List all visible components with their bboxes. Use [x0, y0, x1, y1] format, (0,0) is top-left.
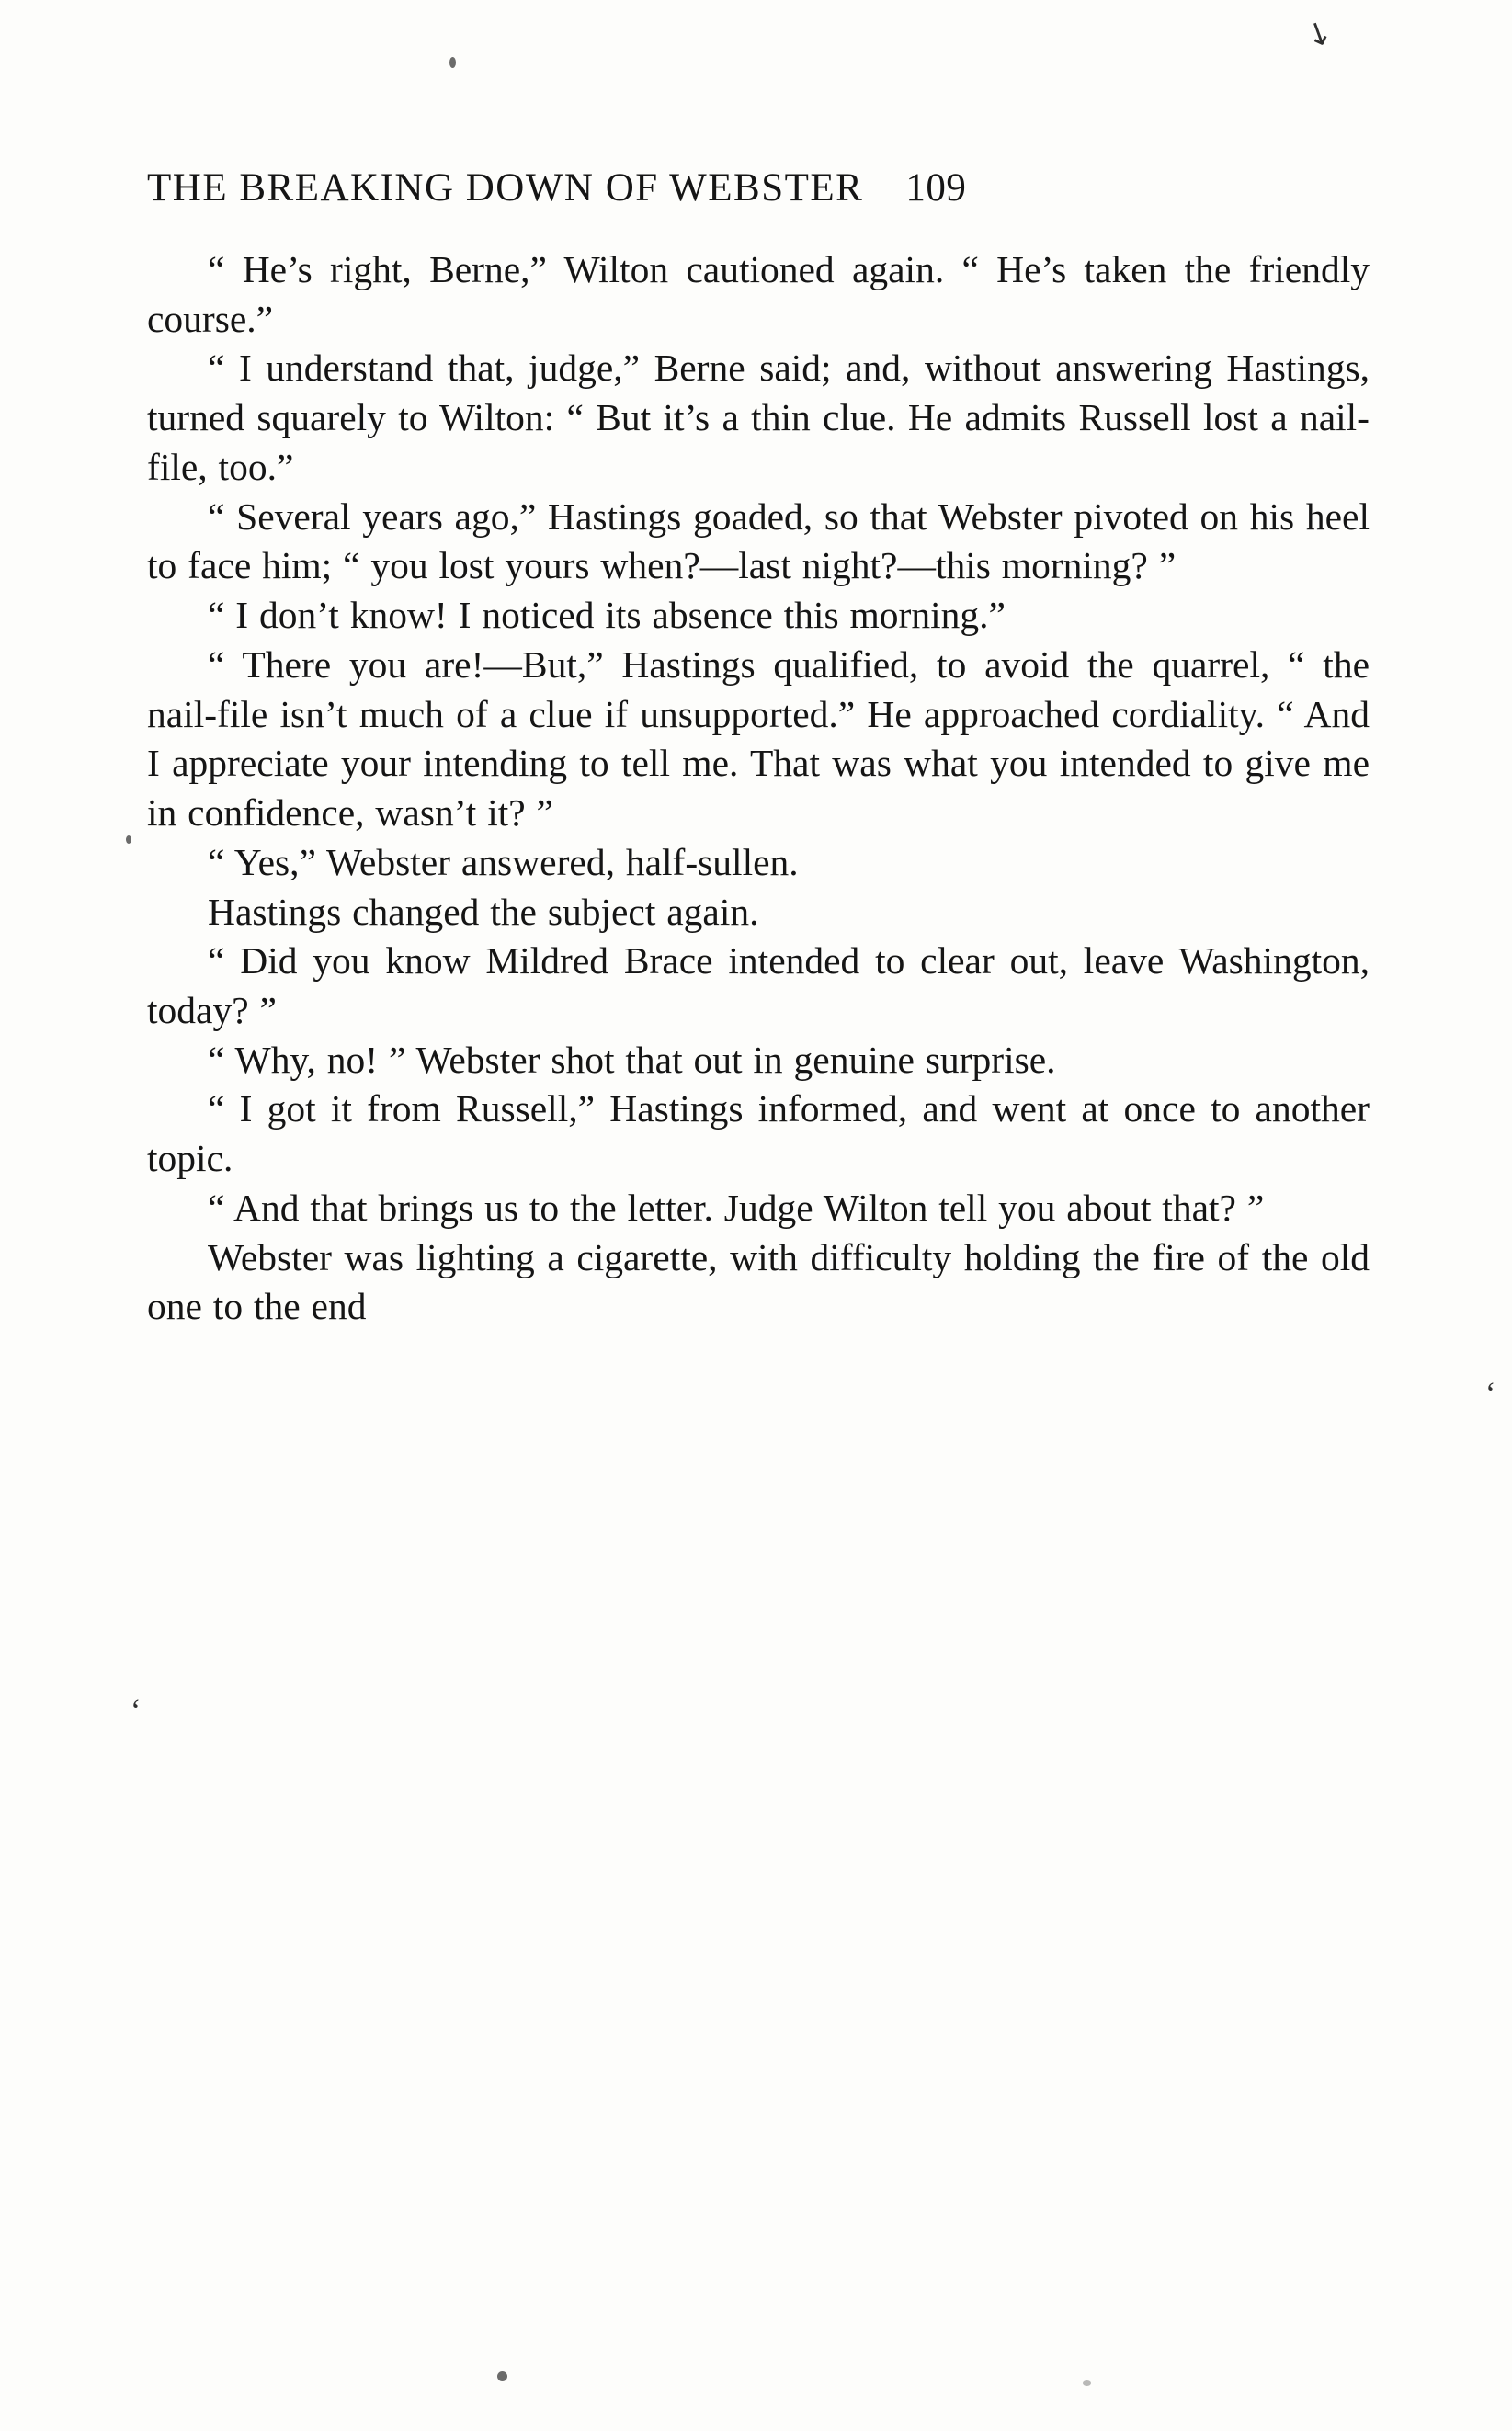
paragraph: “ There you are!—But,” Hastings qualified, to avoid the quarrel, “ the nail-file isn’t much of a clue if unsupported.” He approached cordiality. “ And I appreciate your intending to tell me. That was what you intended to give me in confidence, wasn’t it? ” — [147, 642, 1370, 835]
page-number: 109 — [905, 166, 967, 210]
scan-mark-top-right: ↘ — [1299, 12, 1338, 55]
running-head-title: THE BREAKING DOWN OF WEBSTER — [147, 166, 864, 210]
paragraph: “ Why, no! ” Webster shot that out in genuine surprise. — [208, 1038, 1056, 1081]
scan-mark-right-edge: ‘ — [1485, 1377, 1496, 1411]
scan-speck — [449, 57, 456, 68]
paragraph: “ Did you know Mildred Brace intended to clear out, leave Washington, today? ” — [147, 939, 1370, 1032]
scan-speck — [126, 835, 131, 844]
scan-speck — [497, 2371, 507, 2381]
paragraph: Hastings changed the subject again. — [208, 890, 759, 933]
paragraph: “ Several years ago,” Hastings goaded, so that Webster pivoted on his heel to face him; “ you lost yours when?—last night?—this morning? ” — [147, 494, 1370, 587]
body-text — [147, 245, 1370, 1332]
paragraph: “ Yes,” Webster answered, half-sullen. — [208, 840, 799, 883]
paragraph: “ I don’t know! I noticed its absence this morning.” — [208, 594, 1006, 637]
paragraph: “ I understand that, judge,” Berne said; and, without answering Hastings, turned squarely to Wilton: “ But it’s a thin clue. He admits Russell lost a nail-file, too.” — [147, 346, 1370, 488]
paragraph: Webster was lighting a cigarette, with difficulty holding the fire of the old one to the end — [147, 1235, 1370, 1328]
scan-mark-left-edge: ‘ — [131, 1694, 142, 1728]
scan-speck — [1083, 2380, 1091, 2386]
paragraph: “ I got it from Russell,” Hastings informed, and went at once to another topic. — [147, 1087, 1370, 1180]
paragraph: “ He’s right, Berne,” Wilton cautioned again. “ He’s taken the friendly course.” — [147, 248, 1370, 340]
running-head — [147, 165, 1370, 210]
paragraph: “ And that brings us to the letter. Judge Wilton tell you about that? ” — [208, 1186, 1265, 1229]
page-content — [147, 165, 1370, 1332]
